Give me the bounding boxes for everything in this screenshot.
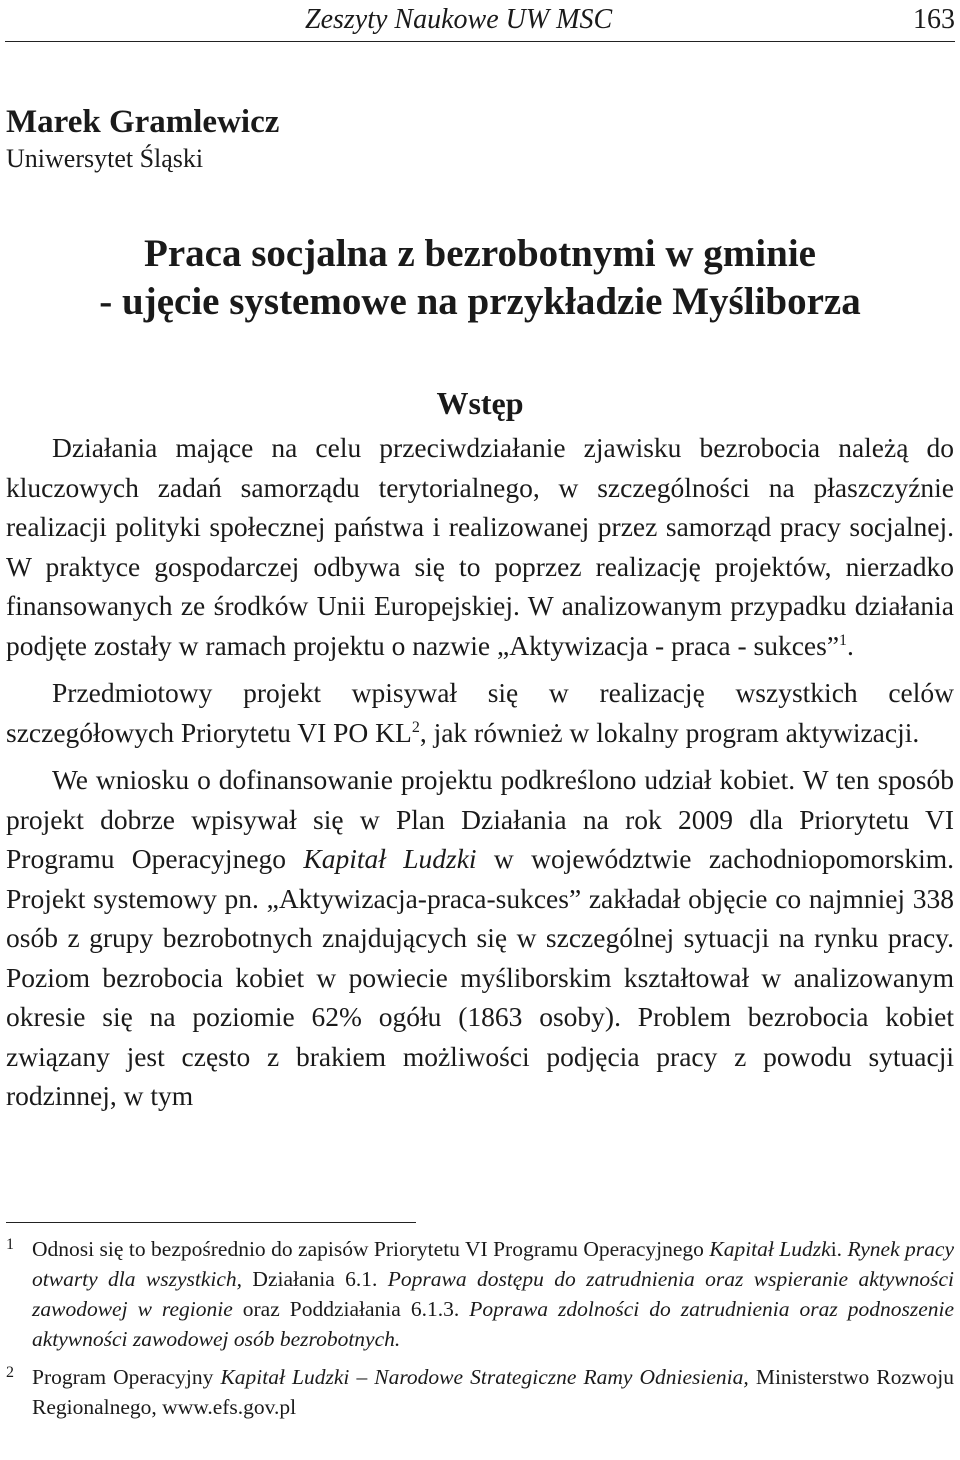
italic-phrase: Kapitał Ludzki	[303, 843, 477, 874]
running-header	[5, 0, 955, 40]
footnote-number: 1	[6, 1236, 14, 1253]
header-rule	[5, 41, 955, 42]
body-paragraph	[6, 673, 954, 752]
author-name: Marek Gramlewicz	[6, 104, 280, 140]
paragraph-text: , jak również w lokalny program aktywizacji.	[419, 716, 920, 748]
author-affiliation: Uniwersytet Śląski	[6, 144, 204, 173]
paragraph-text: w województwie zachodniopomorskim. Projekt systemowy pn. „Aktywizacja-praca-sukces” zakładał objęcie co najmniej 338 osób z grupy bezrobotnych znajdujących się w szczególnej sytuacji na rynku pracy. Poziom bezrobocia kobiet w powiecie myśliborskim kształtował w analizowanym okresie się na poziomie 62% ogółu (1863 osoby). Problem bezrobocia kobiet związany jest często z brakiem możliwości podjęcia pracy z powodu sytuacji rodzinnej, w tym	[6, 843, 954, 1111]
footnote-number: 2	[6, 1364, 14, 1381]
footnote-1	[6, 1234, 954, 1354]
body-paragraph	[6, 428, 954, 665]
footnote-text: i.	[830, 1237, 848, 1261]
footnote-text: Program Operacyjny	[32, 1365, 221, 1389]
paragraph-text: .	[847, 629, 854, 661]
paragraph-text: We wniosku o dofinansowanie projektu podkreślono udział kobiet. W ten sposób projekt dobrze wpisywał się w Plan Działania na rok 2009 dla Priorytetu VI Programu Operacyjnego	[6, 764, 954, 874]
footnote-text: Kapitał Ludzki – Narodowe Strategiczne Ramy Odniesienia,	[220, 1365, 749, 1389]
page-number: 163	[913, 4, 955, 35]
footnote-text: Poprawa dostępu do zatrudnienia oraz wspieranie aktywności zawodowej w regionie	[32, 1267, 954, 1321]
footnote-text: Ministerstwo Rozwoju Regionalnego, www.efs.gov.pl	[32, 1365, 955, 1419]
footnote-text: Poprawa zdolności do zatrudnienia oraz podnoszenie aktywności zawodowej osób bezrobotnych.	[32, 1297, 954, 1351]
footnote-text: Kapitał Ludzk	[709, 1237, 831, 1261]
footnote-text: oraz Poddziałania 6.1.3.	[232, 1297, 470, 1321]
footnote-ref-1[interactable]: 1	[839, 631, 848, 649]
footnote-ref-2[interactable]: 2	[411, 718, 420, 736]
footnote-2	[6, 1362, 954, 1422]
article-title-line-1: Praca socjalna z bezrobotnymi w gminie	[144, 232, 816, 275]
article-body	[6, 428, 954, 1116]
body-paragraph	[6, 760, 954, 1116]
paragraph-text: Przedmiotowy projekt wpisywał się w realizację wszystkich celów szczegółowych Priorytetu VI PO KL	[6, 677, 954, 748]
footnote-text: Odnosi się to bezpośrednio do zapisów Priorytetu VI Programu Operacyjnego	[32, 1237, 710, 1261]
section-heading: Wstęp	[436, 385, 524, 421]
footnote-text: Działania 6.1.	[242, 1267, 388, 1291]
article-title	[60, 230, 900, 326]
footnote-rule	[6, 1222, 416, 1223]
footnotes	[6, 1234, 954, 1422]
footnote-text: Rynek pracy otwarty dla wszystkich,	[32, 1237, 954, 1291]
paragraph-text: Działania mające na celu przeciwdziałanie zjawisku bezrobocia należą do kluczowych zadań samorządu terytorialnego, w szczególności na płaszczyźnie realizacji polityki społecznej państwa i realizowanej przez samorząd pracy socjalnej. W praktyce gospodarczej odbywa się to poprzez realizację projektów, nierzadko finansowanych ze środków Unii Europejskiej. W analizowanym przypadku działania podjęte zostały w ramach projektu o nazwie „Aktywizacja - praca - sukces”	[6, 432, 954, 661]
article-title-line-2: - ujęcie systemowe na przykładzie Myśliborza	[99, 280, 861, 323]
journal-name: Zeszyty Naukowe UW MSC	[305, 4, 613, 35]
